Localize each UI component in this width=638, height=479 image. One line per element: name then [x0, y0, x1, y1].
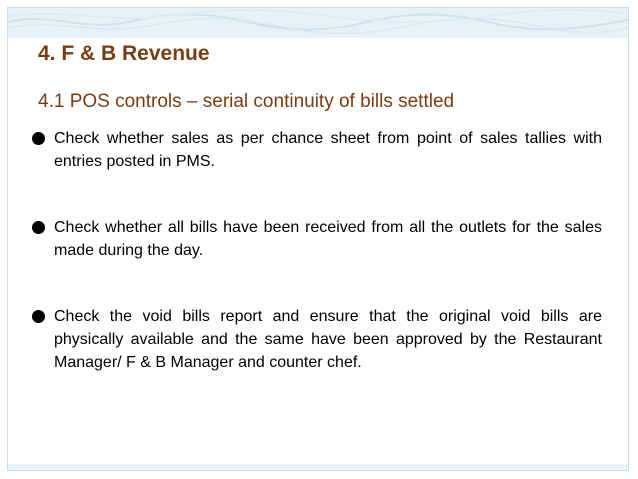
bullet-text: Check whether sales as per chance sheet from point of sales tallies with entries posted in PMS.: [54, 130, 602, 170]
bullet-text: Check the void bills report and ensure that the original void bills are physically available and the same have been approved by the Restaurant Manager/ F & B Manager and counter chef.: [54, 308, 602, 371]
bullet-item: [32, 305, 602, 374]
decorative-wave-band: [8, 8, 628, 38]
bullet-item: [32, 127, 602, 173]
bullet-list: [32, 127, 602, 374]
bottom-band: [8, 464, 628, 470]
bullet-dot-icon: [32, 310, 45, 323]
wave-pattern-graphic: [8, 8, 628, 38]
slide-title: 4. F & B Revenue: [38, 42, 210, 65]
bullet-text: Check whether all bills have been received from all the outlets for the sales made during the day.: [54, 219, 602, 259]
slide-subtitle: 4.1 POS controls – serial continuity of bills settled: [38, 91, 455, 112]
bullet-dot-icon: [32, 221, 45, 234]
bullet-dot-icon: [32, 132, 45, 145]
bullet-item: [32, 216, 602, 262]
